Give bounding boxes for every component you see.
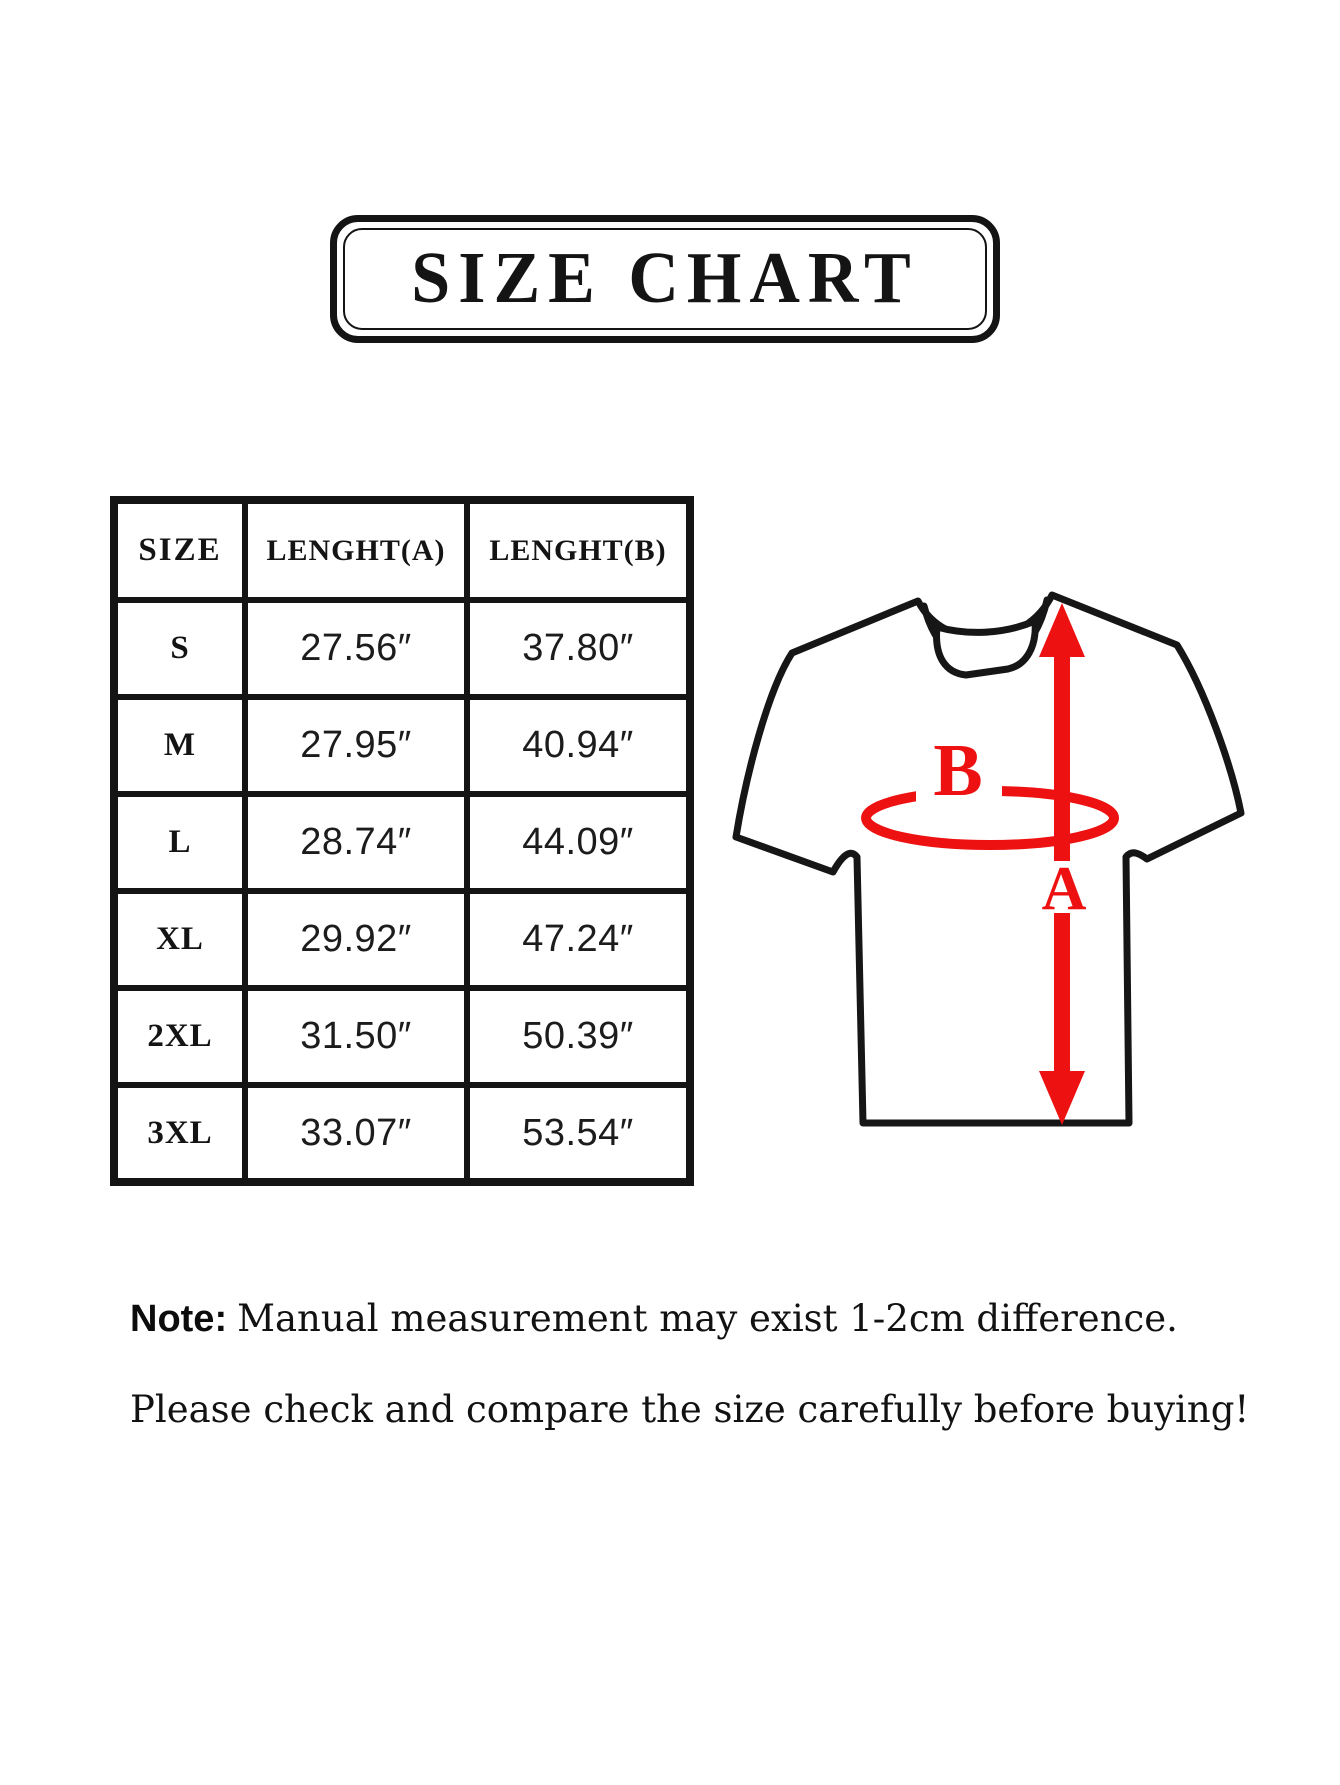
tshirt-measurement-diagram (640, 505, 1320, 1145)
column-header-length-b: LENGHT(B) (467, 500, 690, 600)
note-line-1 (130, 1297, 1178, 1341)
table-header-row (114, 500, 690, 600)
size-label: S (114, 600, 245, 697)
column-header-length-a: LENGHT(A) (245, 500, 467, 600)
length-a-value: 33.07″ (245, 1085, 467, 1182)
size-label: 2XL (114, 988, 245, 1085)
length-a-value: 31.50″ (245, 988, 467, 1085)
length-arrow-shaft-upper (1054, 651, 1070, 861)
title-box-inner-border (343, 228, 987, 330)
table-row (114, 891, 690, 988)
length-b-value: 44.09″ (467, 794, 690, 891)
length-a-value: 29.92″ (245, 891, 467, 988)
length-arrow-shaft-lower (1054, 913, 1070, 1075)
length-a-value: 27.56″ (245, 600, 467, 697)
table-row (114, 794, 690, 891)
size-table (110, 496, 694, 1186)
collar-opening (937, 621, 1036, 675)
size-label: XL (114, 891, 245, 988)
note-text-1: Manual measurement may exist 1-2cm difference. (237, 1297, 1178, 1340)
length-b-value: 50.39″ (467, 988, 690, 1085)
table-row (114, 697, 690, 794)
note-prefix: Note: (130, 1298, 228, 1340)
length-b-value: 40.94″ (467, 697, 690, 794)
table-row (114, 988, 690, 1085)
table-row (114, 600, 690, 697)
column-header-size: SIZE (114, 500, 245, 600)
note-line-2 (130, 1388, 1249, 1431)
note-text-2: Please check and compare the size carefully before buying! (130, 1388, 1250, 1431)
length-a-value: 27.95″ (245, 697, 467, 794)
length-b-value: 53.54″ (467, 1085, 690, 1182)
label-b: B (933, 730, 983, 812)
table-row (114, 1085, 690, 1182)
size-label: M (114, 697, 245, 794)
label-a: A (1041, 855, 1087, 923)
title-box (330, 215, 1000, 343)
length-a-value: 28.74″ (245, 794, 467, 891)
length-b-value: 47.24″ (467, 891, 690, 988)
page-title: SIZE CHART (411, 238, 919, 319)
length-b-value: 37.80″ (467, 600, 690, 697)
size-label: L (114, 794, 245, 891)
size-label: 3XL (114, 1085, 245, 1182)
